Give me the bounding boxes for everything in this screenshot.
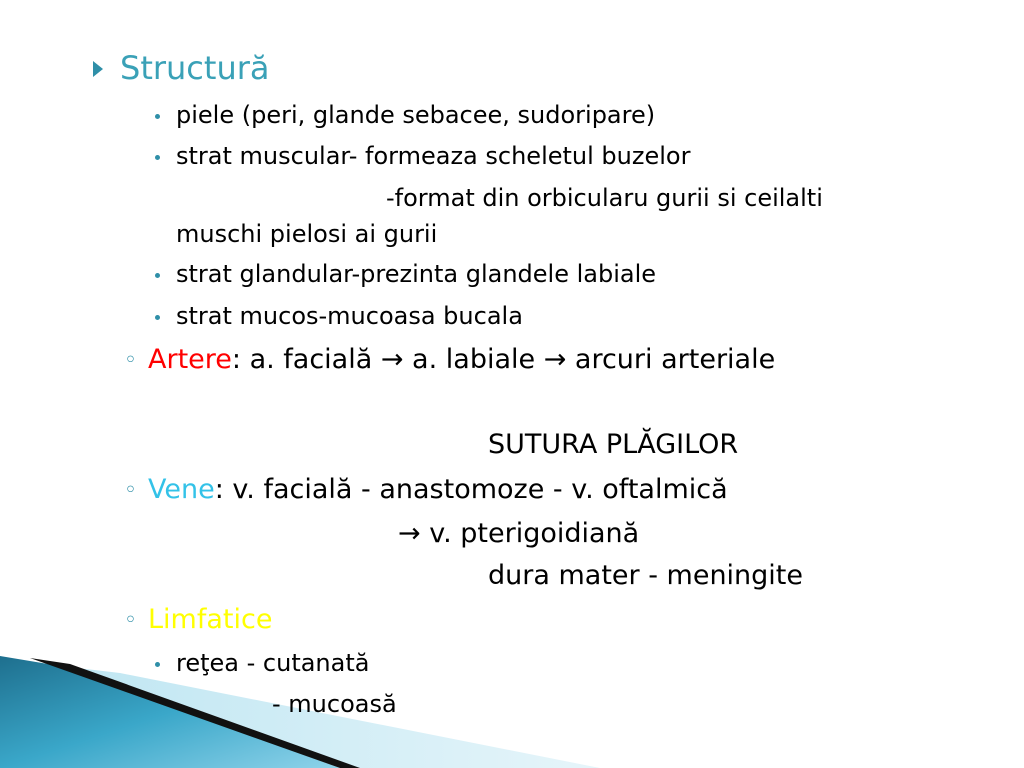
list-item: - mucoasă [272, 690, 397, 718]
vene-text: : v. facială - anastomoze - v. oftalmică [214, 474, 728, 505]
bullet-dot-icon [155, 114, 160, 119]
bullet-dot-icon [155, 315, 160, 320]
artere-line [148, 346, 775, 373]
vene-line-3: dura mater - meningite [488, 560, 804, 591]
vene-line [148, 476, 728, 503]
bullet-dot-icon [155, 273, 160, 278]
ring-bullet-icon: ◦ [124, 608, 137, 633]
limfatice-label: Limfatice [148, 604, 273, 635]
list-item: strat muscular- formeaza scheletul buzelor [176, 142, 691, 170]
artere-text: : a. facială → a. labiale → arcuri arteriale [231, 344, 776, 375]
list-item-continuation: muschi pielosi ai gurii [176, 220, 438, 248]
bullet-dot-icon [155, 155, 160, 160]
vene-line-2: → v. pterigoidiană [398, 518, 640, 549]
vene-label: Vene [148, 474, 215, 505]
slide-heading: Structură [120, 49, 270, 87]
sutura-title: SUTURA PLĂGILOR [488, 429, 739, 460]
bullet-dot-icon [155, 662, 160, 667]
ring-bullet-icon: ◦ [124, 478, 137, 503]
list-item: piele (peri, glande sebacee, sudoripare) [176, 101, 656, 129]
heading-bullet-icon [93, 61, 103, 77]
list-item: strat glandular-prezinta glandele labiale [176, 260, 657, 288]
list-item-continuation: -format din orbicularu gurii si ceilalti [386, 184, 823, 212]
list-item: reţea - cutanată [176, 649, 370, 677]
list-item: strat mucos-mucoasa bucala [176, 302, 523, 330]
artere-label: Artere [148, 344, 232, 375]
ring-bullet-icon: ◦ [124, 348, 137, 373]
